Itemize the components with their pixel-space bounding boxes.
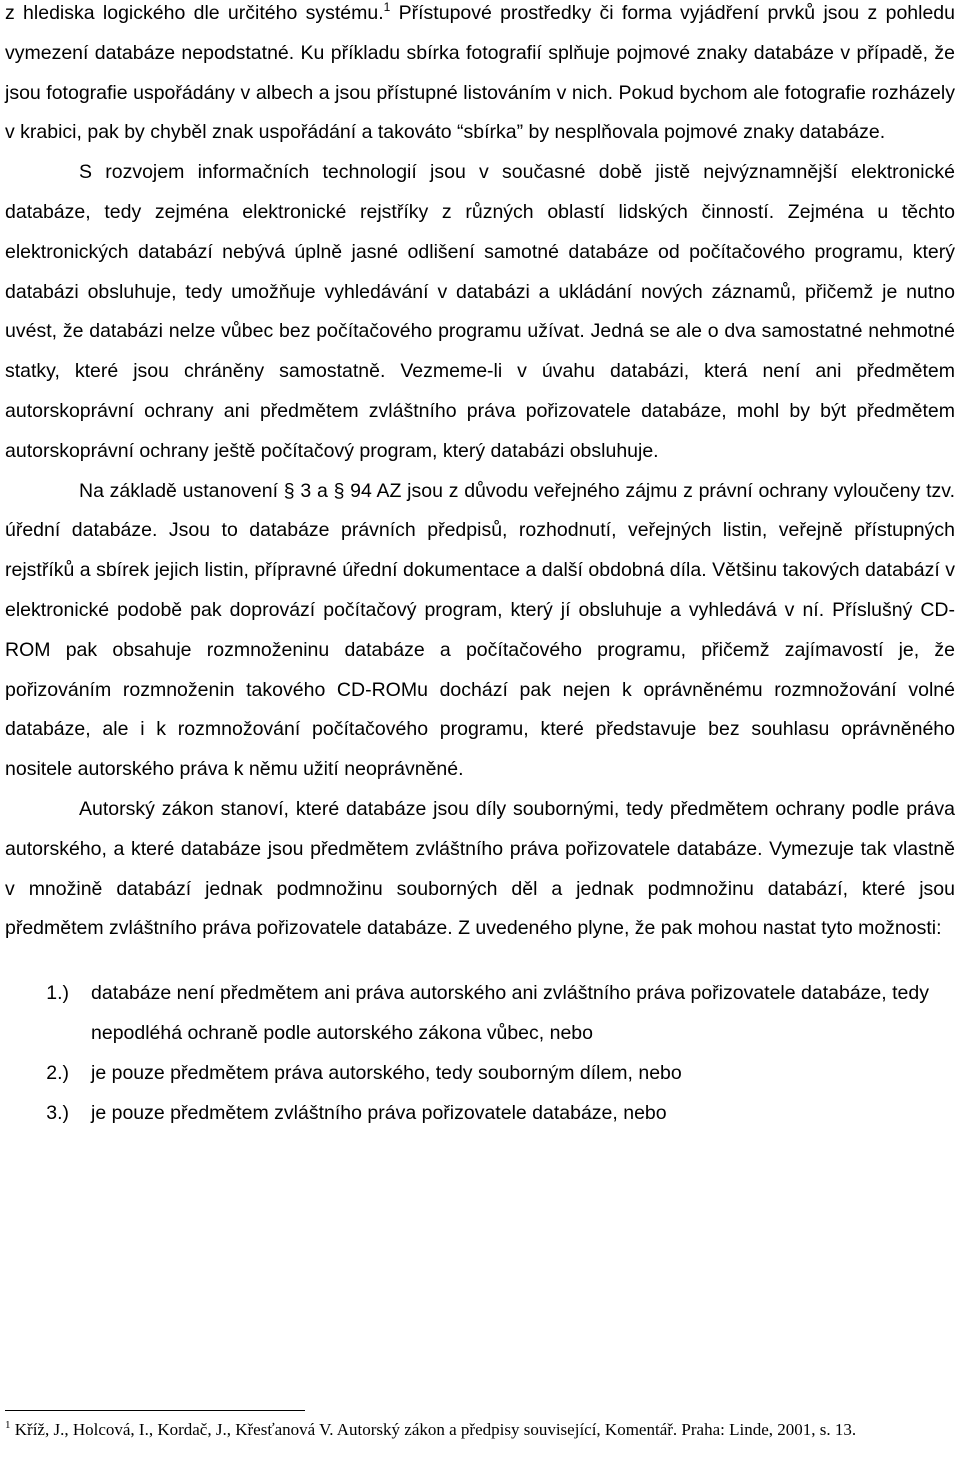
list-item-number: 3.) [46, 1101, 69, 1124]
paragraph-1-text-start: z hlediska logického dle určitého systému. [5, 2, 384, 24]
footnote-marker: 1 [5, 1419, 11, 1431]
paragraph-2: S rozvojem informačních technologií jsou v současné době jistě nejvýznamnější elektronické databáze, tedy zejména elektronické rejstříky z různých oblastí lidských činností. Zejména u těchto elektronických databází nebývá úplně jasné odlišení samotné databáze od počítačového programu, který databázi obsluhuje, tedy umožňuje vyhledávání v databázi a ukládání nových záznamů, přičemž je nutno uvést, že databázi nelze vůbec bez počítačového programu užívat. Jedná se ale o dva samostatné nehmotné statky, které jsou chráněny samostatně. Vezmeme-li v úvahu databázi, která není ani předmětem autorskoprávní ochrany ani předmětem zvláštního práva pořizovatele databáze, mohl by být předmětem autorskoprávní ochrany ještě počítačový program, který databázi obsluhuje. [5, 161, 955, 462]
possibilities-list [5, 974, 955, 1133]
paragraph-3: Na základě ustanovení § 3 a § 94 AZ jsou z důvodu veřejného zájmu z právní ochrany vyloučeny tzv. úřední databáze. Jsou to databáze právních předpisů, rozhodnutí, veřejných listin, veřejně přístupných rejstříků a sbírek jejich listin, přípravné úřední dokumentace a další obdobná díla. Většinu takových databází v elektronické podobě pak doprovází počítačový program, který jí obsluhuje a vyhledává v ní. Příslušný CD-ROM pak obsahuje rozmnoženinu databáze a počítačového programu, přičemž zajímavostí je, že pořizováním rozmnoženin takového CD-ROMu dochází pak nejen k oprávněnému rozmnožování volné databáze, ale i k rozmnožování počítačového programu, které představuje bez souhlasu oprávněného nositele autorského práva k němu užití neoprávněné. [5, 479, 955, 781]
footnote-reference[interactable]: 1 [383, 0, 391, 14]
footnote [5, 1418, 945, 1442]
paragraph-4: Autorský zákon stanoví, které databáze jsou díly soubornými, tedy předmětem ochrany podle práva autorského, a které databáze jsou předmětem zvláštního práva pořizovatele databáze. Vymezuje tak vlastně v množině databází jednak podmnožinu souborných děl a jednak podmnožinu databází, které jsou předmětem zvláštního práva pořizovatele databáze. Z uvedeného plyne, že pak mohou nastat tyto možnosti: [5, 797, 955, 940]
list-item-text: je pouze předmětem zvláštního práva pořizovatele databáze, nebo [91, 1101, 667, 1124]
list-item [5, 974, 955, 1054]
list-item [5, 1094, 955, 1134]
paragraph-1-text-end: Přístupové prostředky či forma vyjádření prvků jsou z pohledu vymezení databáze nepodstatné. Ku příkladu sbírka fotografií splňuje pojmové znaky databáze v případě, že jsou fotografie uspořádány v albech a jsou přístupné listováním v nich. Pokud bychom ale fotografie rozházely v krabici, pak by chyběl znak uspořádání a takováto “sbírka” by nesplňovala pojmové znaky databáze. [5, 2, 956, 144]
paragraph-1 [5, 0, 955, 153]
footnote-text: Kříž, J., Holcová, I., Kordač, J., Křesťanová V. Autorský zákon a předpisy související, Komentář. Praha: Linde, 2001, s. 13. [10, 1420, 857, 1439]
list-item-text: databáze není předmětem ani práva autorského ani zvláštního práva pořizovatele databáze, tedy nepodléhá ochraně podle autorského zákona vůbec, nebo [91, 982, 929, 1044]
list-item-text: je pouze předmětem práva autorského, tedy souborným dílem, nebo [91, 1061, 682, 1084]
list-item-number: 1.) [46, 982, 69, 1005]
list-item [5, 1054, 955, 1094]
footnote-separator [5, 1410, 305, 1411]
list-item-number: 2.) [46, 1061, 69, 1084]
document-page [5, 0, 956, 1439]
